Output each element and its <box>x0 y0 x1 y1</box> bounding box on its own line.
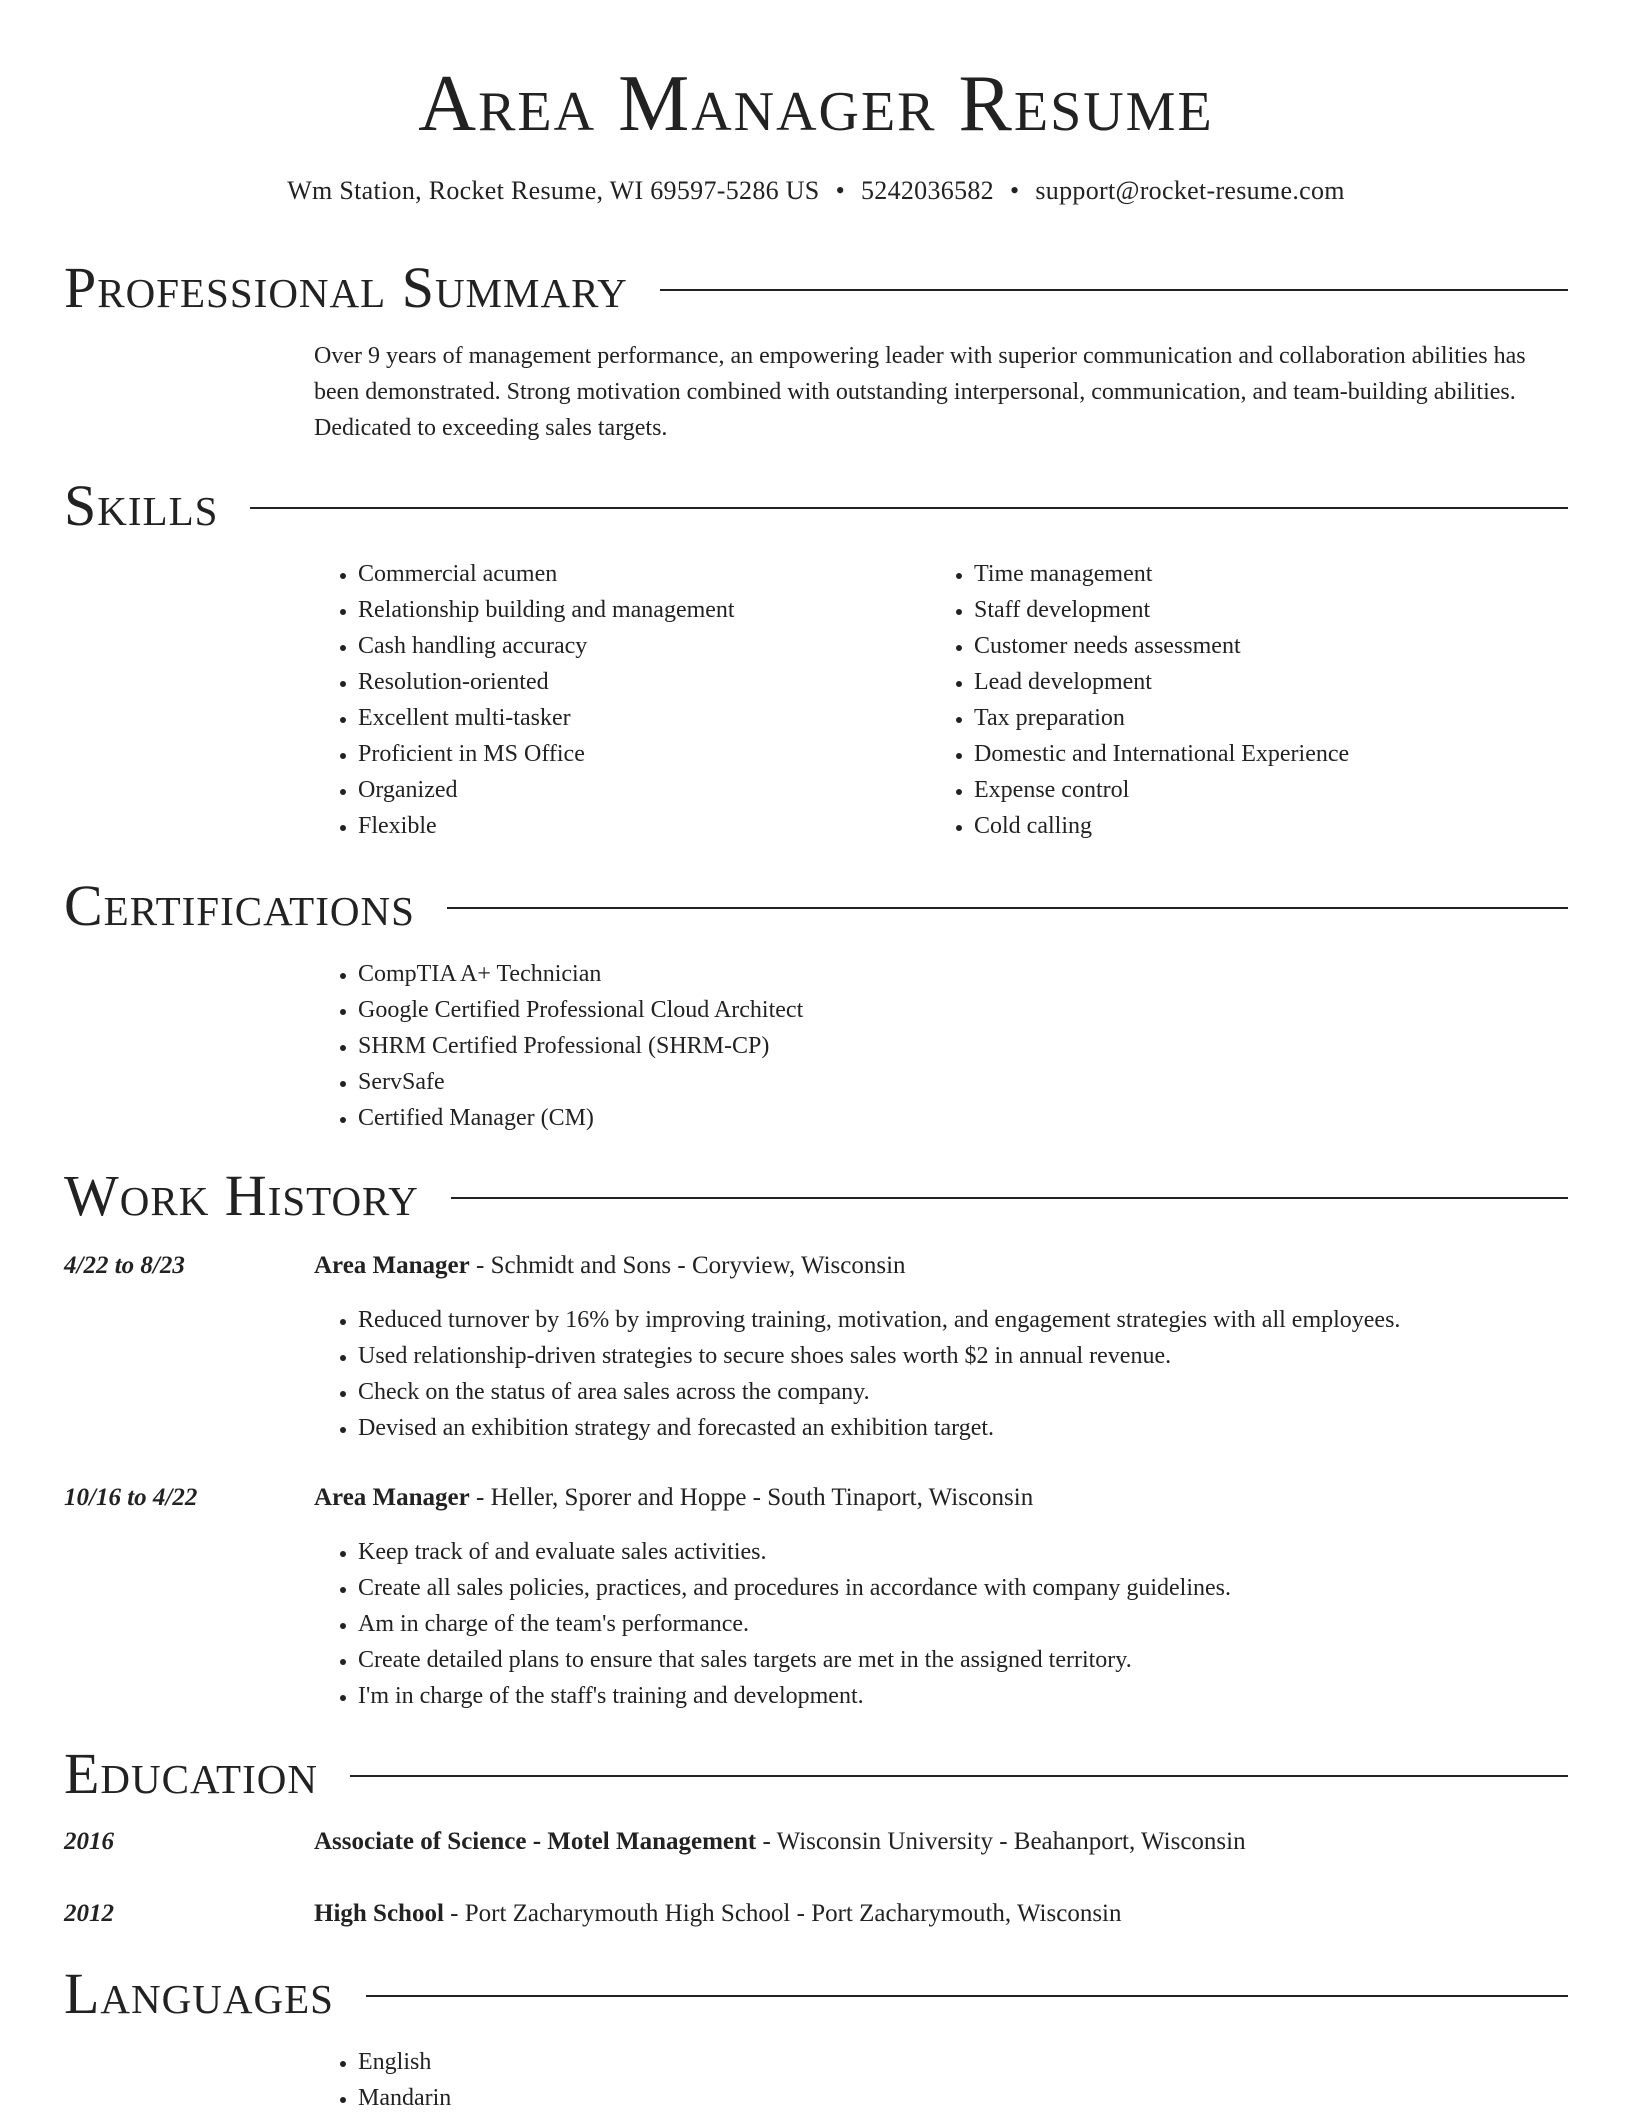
list-item: • Excellent multi-tasker <box>358 700 918 736</box>
section-heading-skills <box>64 474 1568 538</box>
languages-list <box>314 2044 958 2116</box>
contact-phone: 5242036582 <box>860 176 994 205</box>
contact-separator: • <box>835 176 845 205</box>
job-title: Area Manager <box>314 1252 470 1279</box>
skills-list-left <box>314 556 918 844</box>
resume-title: Area Manager Resume <box>418 60 1214 148</box>
list-item: • Am in charge of the team's performance. <box>358 1606 1612 1642</box>
list-item: • Devised an exhibition strategy and forecasted an exhibition target. <box>358 1410 1612 1446</box>
list-item: • Proficient in MS Office <box>358 736 918 772</box>
section-rule <box>366 1995 1568 1997</box>
section-heading-languages <box>64 1962 1568 2026</box>
section-heading-education <box>64 1742 1568 1806</box>
list-item: • Staff development <box>974 592 1574 628</box>
section-title: Work History <box>64 1163 419 1228</box>
education-year: 2012 <box>64 1900 114 1927</box>
list-item: • Mandarin <box>358 2080 958 2116</box>
job-heading <box>314 1248 1568 1284</box>
section-title: Skills <box>64 473 219 538</box>
education-entry <box>314 1896 1568 1932</box>
job-dates: 4/22 to 8/23 <box>64 1252 185 1279</box>
section-title: Professional Summary <box>64 255 628 320</box>
job-details: - Heller, Sporer and Hoppe - South Tinaport, Wisconsin <box>469 1484 1034 1511</box>
list-item: • Reduced turnover by 16% by improving training, motivation, and engagement strategies with all employees. <box>358 1302 1612 1338</box>
section-title: Languages <box>64 1961 334 2026</box>
list-item: • Organized <box>358 772 918 808</box>
list-item: • Create detailed plans to ensure that sales targets are met in the assigned territory. <box>358 1642 1612 1678</box>
list-item: • Relationship building and management <box>358 592 918 628</box>
list-item: • Keep track of and evaluate sales activities. <box>358 1534 1612 1570</box>
job-heading <box>314 1480 1568 1516</box>
section-title: Education <box>64 1741 318 1806</box>
certifications-list <box>314 956 1558 1136</box>
list-item: • Commercial acumen <box>358 556 918 592</box>
list-item: • ServSafe <box>358 1064 1558 1100</box>
list-item: • Tax preparation <box>974 700 1574 736</box>
section-heading-certifications <box>64 874 1568 938</box>
list-item: • Create all sales policies, practices, and procedures in accordance with company guidelines. <box>358 1570 1612 1606</box>
list-item: • I'm in charge of the staff's training and development. <box>358 1678 1612 1714</box>
list-item: • Used relationship-driven strategies to secure shoes sales worth $2 in annual revenue. <box>358 1338 1612 1374</box>
education-entry <box>314 1824 1568 1860</box>
section-rule <box>250 507 1568 509</box>
list-item: • CompTIA A+ Technician <box>358 956 1558 992</box>
job-details: - Schmidt and Sons - Coryview, Wisconsin <box>469 1252 906 1279</box>
section-title: Certifications <box>64 873 415 938</box>
list-item: • Check on the status of area sales across the company. <box>358 1374 1612 1410</box>
education-details: - Wisconsin University - Beahanport, Wisconsin <box>756 1828 1246 1855</box>
education-degree: High School <box>314 1900 444 1927</box>
contact-address: Wm Station, Rocket Resume, WI 69597-5286 US <box>287 176 820 205</box>
section-rule <box>447 907 1568 909</box>
job-dates: 10/16 to 4/22 <box>64 1484 198 1511</box>
contact-email[interactable]: support@rocket-resume.com <box>1035 176 1345 205</box>
section-rule <box>350 1775 1568 1777</box>
list-item: • Domestic and International Experience <box>974 736 1574 772</box>
list-item: • Certified Manager (CM) <box>358 1100 1558 1136</box>
list-item: • Lead development <box>974 664 1574 700</box>
job-title: Area Manager <box>314 1484 470 1511</box>
job-bullets <box>314 1534 1612 1714</box>
list-item: • Flexible <box>358 808 918 844</box>
education-details: - Port Zacharymouth High School - Port Zacharymouth, Wisconsin <box>443 1900 1122 1927</box>
education-year: 2016 <box>64 1828 114 1855</box>
section-heading-work-history <box>64 1164 1568 1228</box>
list-item: • SHRM Certified Professional (SHRM-CP) <box>358 1028 1558 1064</box>
list-item: • Google Certified Professional Cloud Architect <box>358 992 1558 1028</box>
contact-separator: • <box>1009 176 1020 205</box>
list-item: • Expense control <box>974 772 1574 808</box>
summary-text: Over 9 years of management performance, an empowering leader with superior communication and collaboration abilities has been demonstrated. Strong motivation combined with outstanding interpersonal, communication, and team-building abilities. Dedicated to exceeding sales targets. <box>314 343 1526 441</box>
contact-line <box>0 174 1632 208</box>
section-heading-summary <box>64 256 1568 320</box>
list-item: • Customer needs assessment <box>974 628 1574 664</box>
education-degree: Associate of Science - Motel Management <box>314 1828 757 1855</box>
list-item: • Cold calling <box>974 808 1574 844</box>
job-bullets <box>314 1302 1612 1446</box>
list-item: • Cash handling accuracy <box>358 628 918 664</box>
section-rule <box>660 289 1568 291</box>
list-item: • Resolution-oriented <box>358 664 918 700</box>
section-rule <box>451 1197 1568 1199</box>
list-item: • Time management <box>974 556 1574 592</box>
skills-list-right <box>930 556 1574 844</box>
list-item: • English <box>358 2044 958 2080</box>
